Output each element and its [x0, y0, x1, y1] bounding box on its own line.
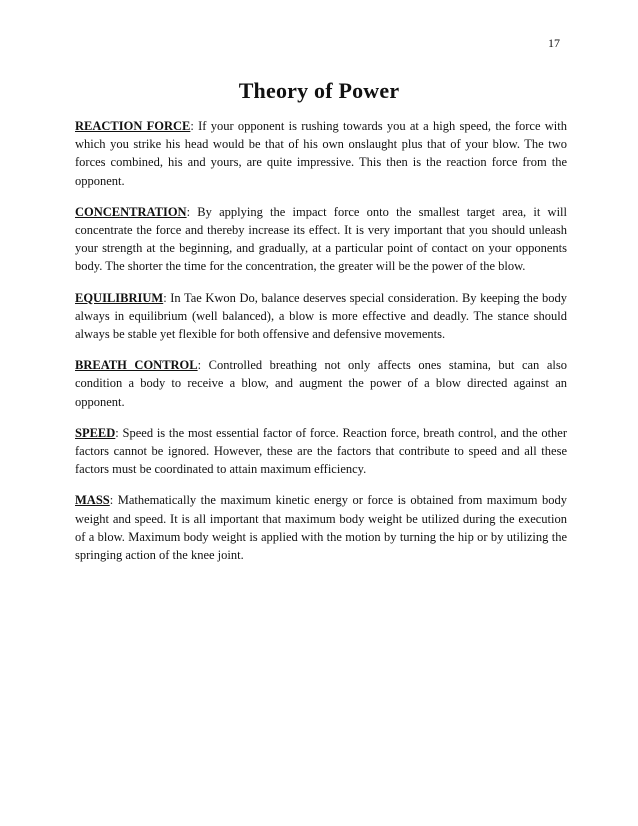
section-reaction-force	[75, 117, 567, 190]
section-term: SPEED	[75, 425, 116, 440]
page-title: Theory of Power	[238, 78, 400, 103]
section-text: : If your opponent is rushing towards you at a high speed, the force with which you strike his head would be that of his own onslaught plus that of your blow. The two forces combined, his and yours, are quite impressive. This then is the reaction force from the opponent.	[75, 119, 568, 188]
section-concentration	[75, 203, 567, 276]
section-text: : In Tae Kwon Do, balance deserves special consideration. By keeping the body always in equilibrium (well balanced), a blow is more effective and deadly. The stance should always be stable yet flexible for both offensive and defensive movements.	[75, 290, 567, 342]
section-text: : Mathematically the maximum kinetic energy or force is obtained from maximum body weight and speed. It is all important that maximum body weight be utilized during the execution of a blow. Maximum body weight is applied with the motion by turning the hip or by utilizing the springing action of the knee joint.	[75, 493, 567, 563]
section-equilibrium	[75, 289, 567, 344]
section-breath-control	[75, 356, 567, 411]
section-term: REACTION FORCE	[75, 119, 191, 133]
section-speed	[75, 424, 567, 479]
section-term: MASS	[75, 493, 110, 508]
section-text: : Controlled breathing not only affects ones stamina, but can also condition a body to receive a blow, and augment the power of a blow directed against an opponent.	[75, 358, 567, 409]
document-body	[75, 117, 567, 577]
section-term: CONCENTRATION	[75, 204, 187, 219]
section-text: : By applying the impact force onto the smallest target area, it will concentrate the force and thereby increase its effect. It is very important that you should unleash your strength at the beginning, and gradually, at a particular point of contact on your opponents body. The shorter the time for the concentration, the greater will be the power of the blow.	[75, 204, 567, 274]
page-number: 17	[548, 36, 560, 50]
section-term: BREATH CONTROL	[75, 358, 198, 373]
section-text: : Speed is the most essential factor of force. Reaction force, breath control, and the other factors cannot be ignored. However, these are the factors that contribute to speed and all these factors must be coordinated to attain maximum efficiency.	[75, 425, 567, 477]
section-mass	[75, 491, 567, 564]
section-term: EQUILIBRIUM	[75, 290, 164, 305]
